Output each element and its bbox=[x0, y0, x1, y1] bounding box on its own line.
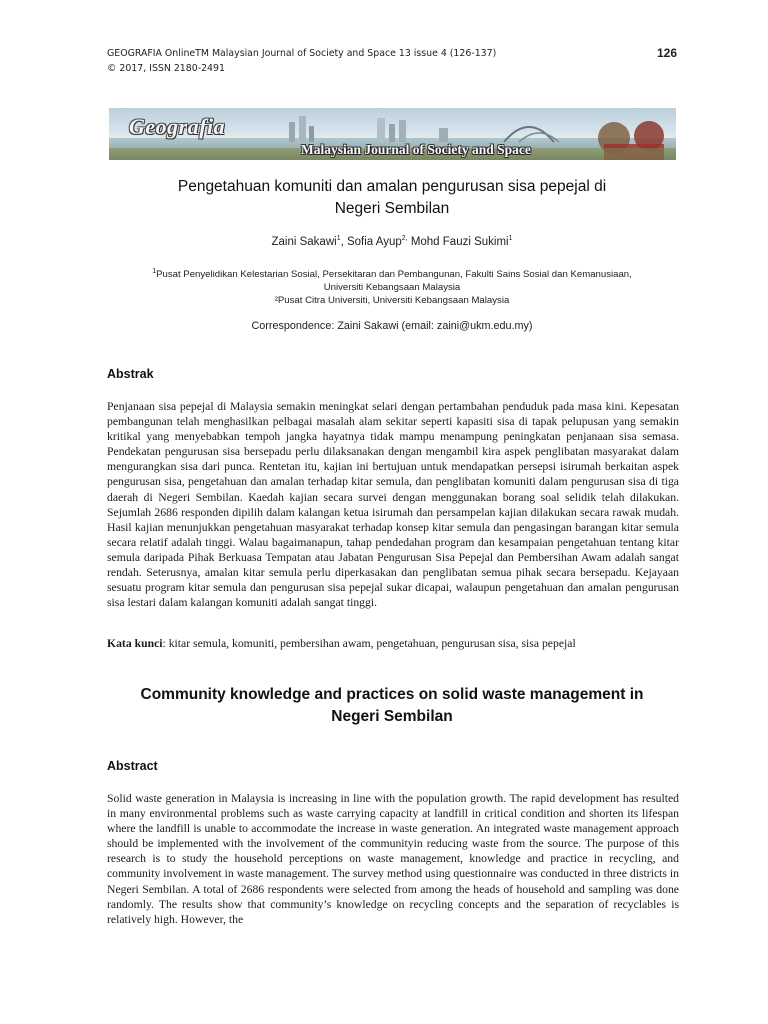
banner-logo: Geografia bbox=[129, 114, 226, 139]
journal-line: GEOGRAFIA OnlineTM Malaysian Journal of Society and Space 13 issue 4 (126-137) bbox=[107, 48, 497, 59]
author-affil-mark: 2, bbox=[401, 235, 408, 242]
abstract-heading-malay: Abstrak bbox=[107, 367, 154, 381]
author-name: Zaini Sakawi bbox=[271, 235, 337, 248]
author-affil-mark: 1 bbox=[508, 235, 513, 242]
keywords bbox=[107, 637, 576, 650]
author-name: Sofia Ayup bbox=[346, 235, 402, 248]
banner-journal-name: Malaysian Journal of Society and Space bbox=[301, 142, 531, 157]
paper-title-malay bbox=[108, 176, 676, 220]
keywords-list: : kitar semula, komuniti, pembersihan awam, pengetahuan, pengurusan sisa, sisa pepejal bbox=[162, 637, 576, 650]
author-separator: , bbox=[340, 235, 347, 248]
author-list bbox=[108, 235, 676, 248]
page-number: 126 bbox=[656, 46, 677, 60]
affil-mark: 1 bbox=[152, 268, 157, 275]
abstract-body-english: Solid waste generation in Malaysia is increasing in line with the population growth. The rapid development has resulted in many environmental problems such as waste carrying capacity at landfill in critical condition and shorten its lifespan where the landfill is unable to accommodate the increase in waste generation. An integrated waste management approach should be implemented with the involvement of the communityin reducing waste from the source. The purpose of this research is to study the household perceptions on waste management, knowledge and practice in recycling, and community involvement in waste management. The survey method using questionnaire was conducted in three districts in Negeri Sembilan. A total of 2686 respondents were selected from among the heads of household and sampling was done randomly. The results show that community’s knowledge on recycling concepts and the separation of recyclables is relatively high. However, the bbox=[107, 792, 679, 926]
title-line: Negeri Sembilan bbox=[331, 708, 453, 725]
running-header bbox=[107, 46, 677, 76]
journal-banner bbox=[109, 108, 676, 160]
affiliation-1-cont: Universiti Kebangsaan Malaysia bbox=[323, 282, 461, 294]
abstract-heading-english: Abstract bbox=[107, 759, 158, 773]
issn-line: © 2017, ISSN 2180-2491 bbox=[107, 63, 225, 74]
paper-title-english bbox=[108, 684, 676, 728]
abstract-body-malay: Penjanaan sisa pepejal di Malaysia semakin meningkat selari dengan pertambahan penduduk pada masa kini. Kepesatan pembangunan telah menghasilkan pelbagai masalah alam sekitar seperti kapasiti sisa di tapak pelupusan yang semakin kritikal yang menyebabkan tempoh jangka hayatnya tidak mampu menampung peningkatan penjanaan sisa semasa. Pendekatan pengurusan sisa bersepadu perlu dilaksanakan dengan mengambil kira aspek penglibatan masyarakat dalam mengurangkan sisa dari punca. Rentetan itu, kajian ini bertujuan untuk mendapatkan persepsi isirumah berkaitan aspek pengurusan sisa, pengetahuan dan amalan terhadap kitar semula, dan penglibatan komuniti dalam pengurusan sisa di tiga daerah di Negeri Sembilan. Kaedah kajian secara survei dengan menggunakan borang soal selidik telah dilakukan. Sejumlah 2686 responden dipilih dalam kalangan ketua isirumah dan persampelan kajian dilakukan secara rawak mudah. Hasil kajian menunjukkan pengetahuan masyarakat terhadap konsep kitar semula dan pengasingan barangan kitar semula secara relatif adalah tinggi. Walau bagaimanapun, tahap pendedahan program dan kesampaian pengetahuan tentang kitar semula daripada Pihak Berkuasa Tempatan atau Jabatan Pengurusan Sisa Pepejal dan Pembersihan Awam adalah sangat rendah. Seterusnya, amalan kitar semula perlu diperkasakan dan penglibatan semua pihak secara bersepadu. Kejayaan sesuatu program kitar semula dan pengurusan sisa pepejal sukar dicapai, walaupun pengetahuan dan amalan pengurusan sisa lestari dalam kalangan komuniti adalah sangat tinggi. bbox=[107, 400, 679, 610]
keywords-label: Kata kunci bbox=[107, 637, 163, 650]
title-line: Community knowledge and practices on solid waste management in bbox=[140, 686, 644, 703]
title-line: Negeri Sembilan bbox=[334, 200, 450, 217]
affiliation-1: $^1$Pusat Penyelidikan Kelestarian Sosial, Persekitaran dan Pembangunan, Fakulti Sains Sosial dan Kemanusiaan, bbox=[152, 268, 632, 281]
affiliation-2: ²Pusat Citra Universiti, Universiti Kebangsaan Malaysia bbox=[274, 295, 510, 307]
title-line: Pengetahuan komuniti dan amalan pengurusan sisa pepejal di bbox=[177, 178, 607, 195]
author-affil-mark: 1 bbox=[336, 235, 341, 242]
author-name: Mohd Fauzi Sukimi bbox=[410, 235, 509, 248]
correspondence: Correspondence: Zaini Sakawi (email: zaini@ukm.edu.my) bbox=[251, 320, 533, 332]
affiliations bbox=[108, 265, 676, 307]
